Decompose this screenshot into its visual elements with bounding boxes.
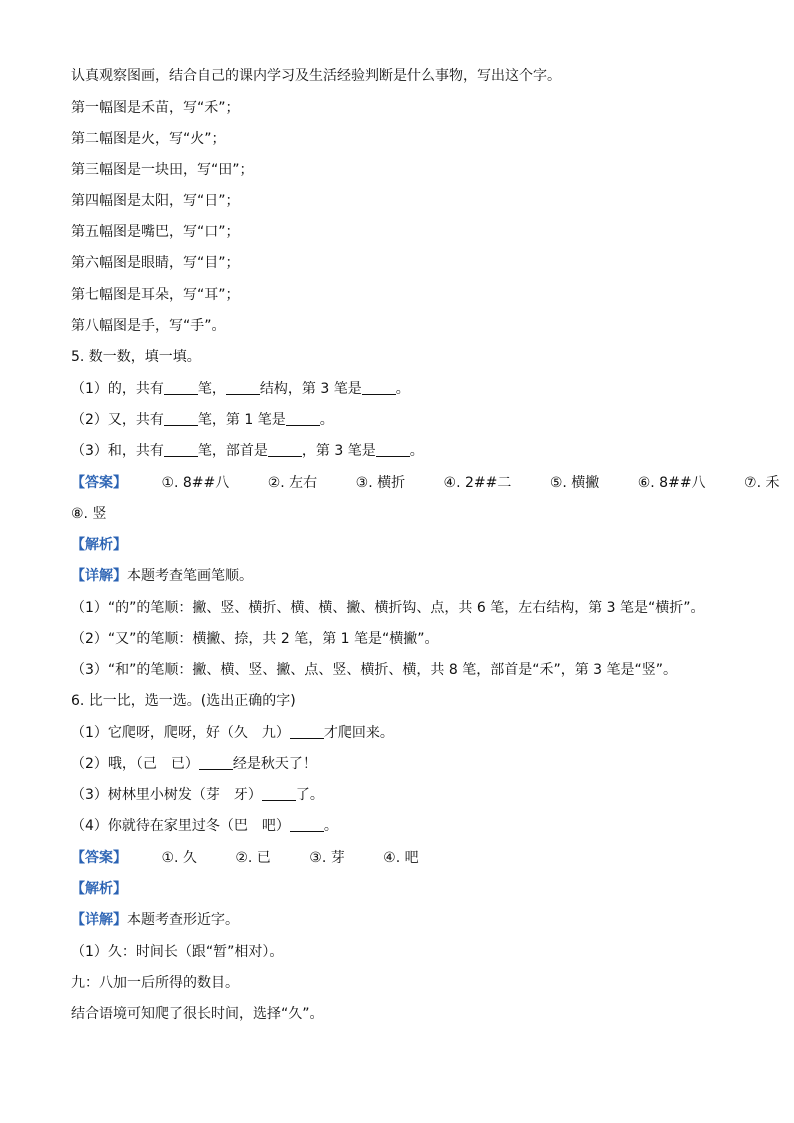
blank (286, 411, 320, 426)
text-line: 第五幅图是嘴巴，写“口”； (71, 224, 240, 240)
answer-option: ②. 已 (235, 850, 271, 866)
question-5-answers-row2 (71, 505, 754, 523)
answer-option: ②. 左右 (267, 475, 318, 491)
blank (290, 724, 324, 739)
detail-line: （3）“和”的笔顺：撇、横、竖、撇、点、竖、横折、横，共 8 笔，部首是“禾”，第 3 笔是“竖”。 (71, 662, 678, 678)
question-5-answers (71, 474, 780, 492)
answer-option: ⑤. 横撇 (549, 475, 600, 491)
question-6-item-2: （2）哦，（己 已） 经是秋天了！ (71, 756, 317, 772)
detail-line: 【详解】本题考查形近字。 (71, 912, 239, 928)
question-6-item-3: （3）树林里小树发（芽 牙） 了。 (71, 787, 324, 803)
analysis-tag: 【解析】 (71, 537, 127, 553)
question-5-item-1: （1）的，共有 笔， 结构，第 3 笔是 。 (71, 381, 410, 397)
blank (164, 380, 198, 395)
answer-option: ③. 芽 (309, 850, 345, 866)
text-line: 第四幅图是太阳，写“日”； (71, 193, 240, 209)
blank (268, 442, 302, 457)
blank (262, 786, 296, 801)
blank (199, 755, 233, 770)
blank (376, 442, 410, 457)
answer-option: ④. 2##二 (443, 475, 512, 491)
blank (164, 411, 198, 426)
blank (290, 817, 324, 832)
question-6-answers (71, 849, 754, 867)
question-6-item-1: （1）它爬呀，爬呀，好（久 九） 才爬回来。 (71, 725, 394, 741)
answer-option: ⑥. 8##八 (637, 475, 706, 491)
blank (164, 442, 198, 457)
analysis-tag: 【解析】 (71, 881, 127, 897)
text-line: 第六幅图是眼睛，写“目”； (71, 255, 240, 271)
text-line: 第七幅图是耳朵，写“耳”； (71, 287, 240, 303)
question-5-title: 5. 数一数，填一填。 (71, 349, 201, 365)
answer-option: ③. 横折 (355, 475, 406, 491)
text-line: 第八幅图是手，写“手”。 (71, 318, 226, 334)
answer-option: ①. 8##八 (161, 475, 230, 491)
answer-option: ①. 久 (161, 850, 197, 866)
answer-option: ④. 吧 (383, 850, 419, 866)
blank (362, 380, 396, 395)
answer-option: ⑦. 禾 (744, 475, 780, 491)
detail-line: （2）“又”的笔顺：横撇、捺，共 2 笔，第 1 笔是“横撇”。 (71, 631, 439, 647)
detail-tag: 【详解】 (71, 568, 127, 584)
detail-line: （1）“的”的笔顺：撇、竖、横折、横、横、撇、横折钩、点，共 6 笔，左右结构，第 3 笔是“横折”。 (71, 600, 705, 616)
text-line: 第三幅图是一块田，写“田”； (71, 162, 254, 178)
detail-line: 【详解】本题考查笔画笔顺。 (71, 568, 253, 584)
answer-option: ⑧. 竖 (71, 506, 107, 522)
question-5-item-2: （2）又，共有 笔，第 1 笔是 。 (71, 412, 334, 428)
detail-line: （1）久：时间长（跟“暂”相对）。 (71, 944, 284, 960)
detail-tag: 【详解】 (71, 912, 127, 928)
blank (226, 380, 260, 395)
answer-tag: 【答案】 (71, 475, 127, 491)
question-6-title: 6. 比一比，选一选。(选出正确的字) (71, 693, 296, 709)
text-line: 第一幅图是禾苗，写“禾”； (71, 100, 240, 116)
detail-line: 结合语境可知爬了很长时间，选择“久”。 (71, 1006, 324, 1022)
detail-line: 九：八加一后所得的数目。 (71, 975, 239, 991)
question-6-item-4: （4）你就待在家里过冬（巴 吧） 。 (71, 818, 338, 834)
text-line: 第二幅图是火，写“火”； (71, 131, 226, 147)
answer-tag: 【答案】 (71, 850, 127, 866)
question-5-item-3: （3）和，共有 笔，部首是 ，第 3 笔是 。 (71, 443, 424, 459)
intro-line: 认真观察图画，结合自己的课内学习及生活经验判断是什么事物，写出这个字。 (71, 68, 561, 84)
